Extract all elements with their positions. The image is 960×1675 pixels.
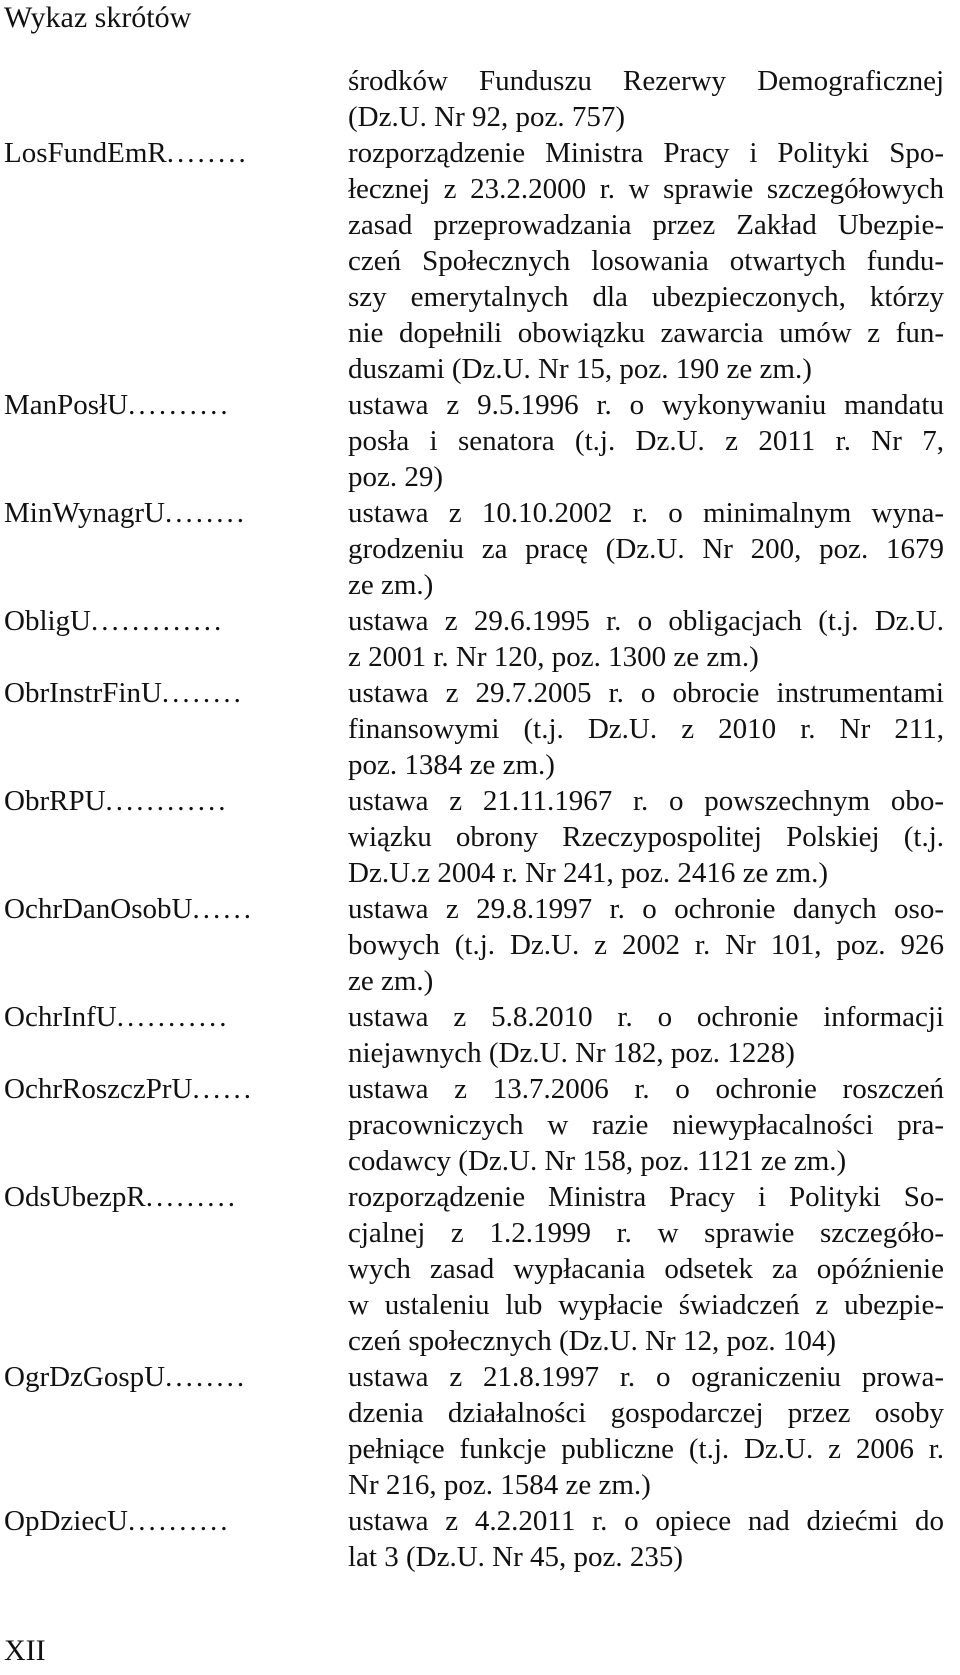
abbreviation-entry — [4, 387, 948, 495]
definition-line: ze zm.) — [348, 965, 434, 997]
dot-leader: ............. — [91, 605, 225, 637]
definition-line: poz. 1384 ze zm.) — [348, 749, 555, 781]
abbreviation-entry — [4, 135, 948, 387]
dot-leader: ...... — [192, 1073, 254, 1105]
abbreviation-entry — [4, 891, 948, 999]
dot-leader: ...... — [192, 893, 254, 925]
abbreviation-label: ObrRPU — [4, 785, 106, 817]
definition-line: grodzeniu za pracę (Dz.U. Nr 200, poz. 1679 — [348, 533, 944, 565]
abbreviation-label: ManPosłU — [4, 389, 129, 421]
abbreviation-definition — [348, 1179, 944, 1359]
dot-leader: ........ — [164, 497, 247, 529]
abbreviation-entry — [4, 495, 948, 603]
definition-line: ustawa z 21.11.1967 r. o powszechnym obo- — [348, 785, 944, 817]
definition-line: ze zm.) — [348, 569, 434, 601]
abbreviation-entry — [4, 783, 948, 891]
definition-line: szy emerytalnych dla ubezpieczonych, którzy — [348, 281, 944, 313]
abbreviation-term — [4, 675, 348, 711]
abbreviation-entry — [4, 1179, 948, 1359]
abbreviation-entry — [4, 1071, 948, 1179]
definition-line: zasad przeprowadzania przez Zakład Ubezpie- — [348, 209, 944, 241]
definition-line: Dz.U.z 2004 r. Nr 241, poz. 2416 ze zm.) — [348, 857, 828, 889]
abbreviation-definition — [348, 1359, 944, 1503]
definition-line: ustawa z 4.2.2011 r. o opiece nad dziećmi do — [348, 1505, 944, 1537]
abbreviation-definition — [348, 603, 944, 675]
definition-line: niejawnych (Dz.U. Nr 182, poz. 1228) — [348, 1037, 795, 1069]
abbreviation-label: ObligU — [4, 605, 91, 637]
abbreviation-definition — [348, 999, 944, 1071]
definition-line: poz. 29) — [348, 461, 444, 493]
dot-leader: ......... — [145, 1181, 239, 1213]
abbreviation-definition — [348, 1503, 944, 1575]
abbreviation-label: OchrRoszczPrU — [4, 1073, 193, 1105]
dot-leader: ........ — [165, 1361, 248, 1393]
definition-line: ustawa z 21.8.1997 r. o ograniczeniu prowa- — [348, 1361, 944, 1393]
abbreviation-term — [4, 1503, 348, 1539]
dot-leader: .......... — [128, 389, 231, 421]
dot-leader: ........ — [161, 677, 244, 709]
abbreviation-list — [4, 63, 948, 1575]
abbreviation-definition — [348, 783, 944, 891]
abbreviation-definition — [348, 135, 944, 387]
abbreviation-label: OchrInfU — [4, 1001, 117, 1033]
definition-line: posła i senatora (t.j. Dz.U. z 2011 r. Nr 7, — [348, 425, 944, 457]
definition-line: Nr 216, poz. 1584 ze zm.) — [348, 1469, 651, 1501]
abbreviation-entry — [4, 1503, 948, 1575]
definition-line: (Dz.U. Nr 92, poz. 757) — [348, 101, 626, 133]
abbreviation-definition — [348, 495, 944, 603]
definition-line: bowych (t.j. Dz.U. z 2002 r. Nr 101, poz. 926 — [348, 929, 944, 961]
dot-leader: ............ — [105, 785, 229, 817]
abbreviation-term — [4, 1071, 348, 1107]
page-number: XII — [4, 1634, 46, 1667]
abbreviation-label: ObrInstrFinU — [4, 677, 162, 709]
definition-line: rozporządzenie Ministra Pracy i Polityki Spo- — [348, 137, 944, 169]
dot-leader: ........... — [116, 1001, 230, 1033]
abbreviation-term — [4, 387, 348, 423]
abbreviation-definition — [348, 675, 944, 783]
definition-line: ustawa z 13.7.2006 r. o ochronie roszczeń — [348, 1073, 944, 1105]
abbreviation-entry — [4, 675, 948, 783]
definition-line: duszami (Dz.U. Nr 15, poz. 190 ze zm.) — [348, 353, 812, 385]
definition-line: z 2001 r. Nr 120, poz. 1300 ze zm.) — [348, 641, 759, 673]
definition-line: ustawa z 9.5.1996 r. o wykonywaniu mandatu — [348, 389, 944, 421]
abbreviation-entry — [4, 999, 948, 1071]
definition-line: wiązku obrony Rzeczypospolitej Polskiej (t.j. — [348, 821, 944, 853]
definition-line: dzenia działalności gospodarczej przez osoby — [348, 1397, 944, 1429]
definition-line: w ustaleniu lub wypłacie świadczeń z ubezpie- — [348, 1289, 944, 1321]
abbreviation-term — [4, 495, 348, 531]
abbreviation-term — [4, 891, 348, 927]
definition-line: cjalnej z 1.2.1999 r. w sprawie szczegóło- — [348, 1217, 944, 1249]
definition-line: ustawa z 10.10.2002 r. o minimalnym wyna- — [348, 497, 944, 529]
dot-leader: ........ — [166, 137, 249, 169]
abbreviation-entry — [4, 63, 948, 135]
definition-line: pracowniczych w razie niewypłacalności pra- — [348, 1109, 944, 1141]
definition-line: lat 3 (Dz.U. Nr 45, poz. 235) — [348, 1541, 684, 1573]
abbreviation-definition — [348, 891, 944, 999]
abbreviation-term — [4, 135, 348, 171]
definition-line: pełniące funkcje publiczne (t.j. Dz.U. z 2006 r. — [348, 1433, 944, 1465]
abbreviation-term — [4, 783, 348, 819]
abbreviation-label: LosFundEmR — [4, 137, 167, 169]
definition-line: czeń Społecznych losowania otwartych fundu- — [348, 245, 944, 277]
abbreviation-term — [4, 1179, 348, 1215]
definition-line: czeń społecznych (Dz.U. Nr 12, poz. 104) — [348, 1325, 836, 1357]
abbreviation-label: OgrDzGospU — [4, 1361, 166, 1393]
definition-line: finansowymi (t.j. Dz.U. z 2010 r. Nr 211, — [348, 713, 944, 745]
abbreviation-term — [4, 999, 348, 1035]
definition-line: ustawa z 29.6.1995 r. o obligacjach (t.j. Dz.U. — [348, 605, 944, 637]
definition-line: środków Funduszu Rezerwy Demograficznej — [348, 65, 944, 97]
definition-line: łecznej z 23.2.2000 r. w sprawie szczegółowych — [348, 173, 944, 205]
definition-line: ustawa z 5.8.2010 r. o ochronie informacji — [348, 1001, 944, 1033]
definition-line: ustawa z 29.8.1997 r. o ochronie danych oso- — [348, 893, 944, 925]
abbreviation-label: OdsUbezpR — [4, 1181, 146, 1213]
abbreviation-term — [4, 1359, 348, 1395]
abbreviation-definition — [348, 63, 944, 135]
abbreviation-definition — [348, 387, 944, 495]
abbreviation-entry — [4, 1359, 948, 1503]
definition-line: rozporządzenie Ministra Pracy i Polityki So- — [348, 1181, 944, 1213]
abbreviation-label: MinWynagrU — [4, 497, 165, 529]
abbreviation-term — [4, 603, 348, 639]
abbreviation-label: OpDziecU — [4, 1505, 129, 1537]
definition-line: nie dopełnili obowiązku zawarcia umów z fun- — [348, 317, 944, 349]
abbreviation-entry — [4, 603, 948, 675]
definition-line: ustawa z 29.7.2005 r. o obrocie instrumentami — [348, 677, 944, 709]
dot-leader: .......... — [128, 1505, 231, 1537]
abbreviation-definition — [348, 1071, 944, 1179]
abbreviation-label: OchrDanOsobU — [4, 893, 193, 925]
definition-line: wych zasad wypłacania odsetek za opóźnienie — [348, 1253, 944, 1285]
definition-line: codawcy (Dz.U. Nr 158, poz. 1121 ze zm.) — [348, 1145, 847, 1177]
running-header: Wykaz skrótów — [4, 1, 192, 34]
